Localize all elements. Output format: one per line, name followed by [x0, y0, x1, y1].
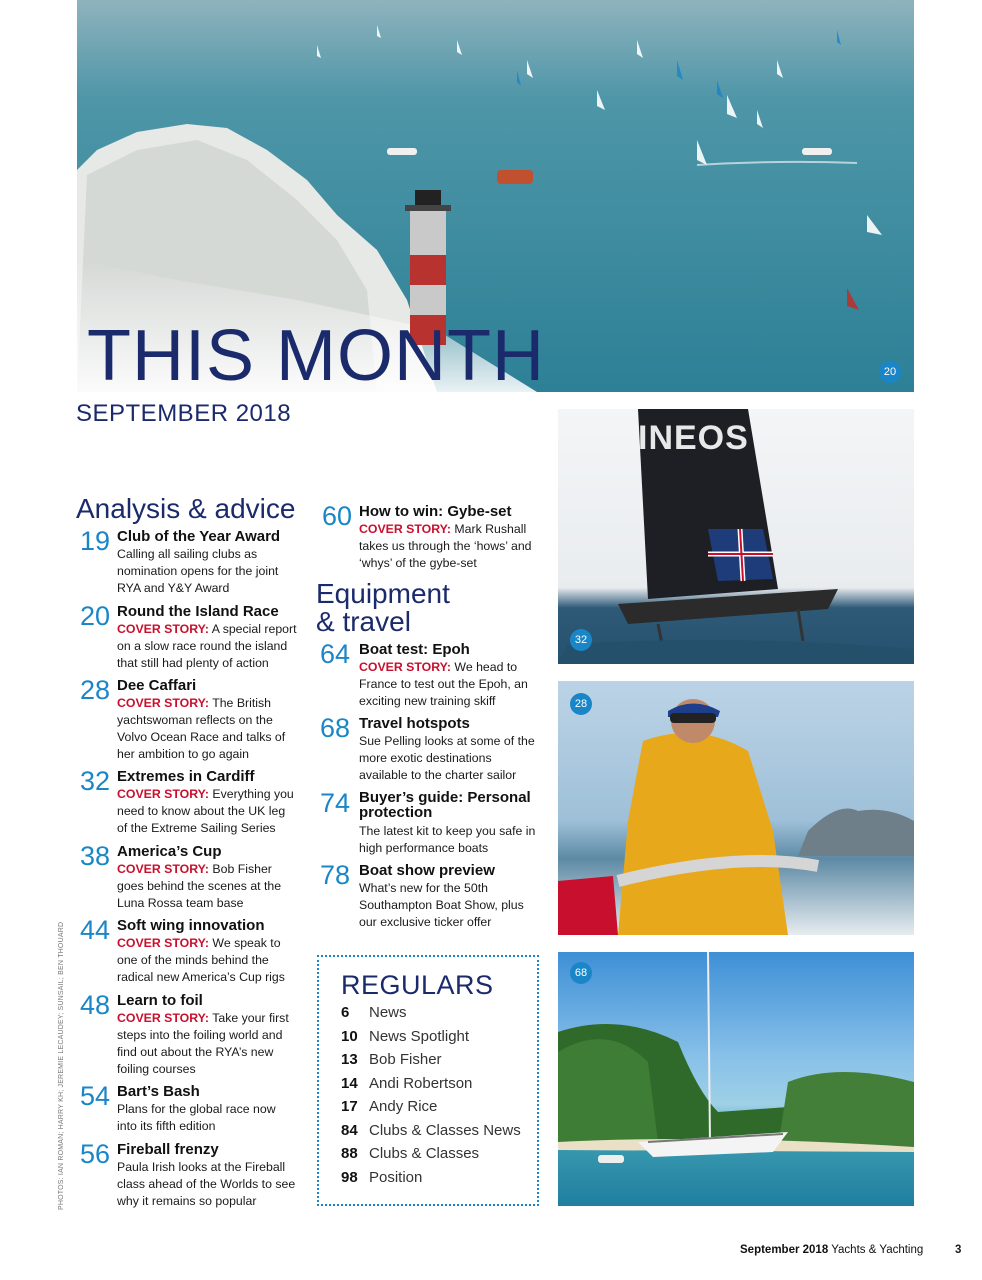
toc-description: [117, 695, 297, 763]
photo-number-badge: 20: [879, 361, 901, 383]
toc-page-number: 32: [79, 766, 110, 796]
heading-line-2: & travel: [316, 606, 411, 637]
regulars-label: Andy Rice: [369, 1098, 438, 1115]
issue-date: SEPTEMBER 2018: [76, 400, 292, 427]
toc-desc-text: Paula Irish looks at the Fireball class ahead of the Worlds to see why it remains so popular: [117, 1160, 296, 1208]
toc-desc-text: We speak to one of the minds behind the radical new America’s Cup rigs: [117, 936, 285, 984]
regulars-page-number: 10: [341, 1028, 358, 1045]
toc-description: [359, 521, 539, 572]
regulars-item[interactable]: [341, 1004, 407, 1021]
toc-desc-text: We head to France to test out the Epoh, an exciting new training skiff: [359, 660, 528, 708]
regulars-item[interactable]: [341, 1098, 437, 1115]
toc-title: Round the Island Race: [117, 603, 279, 620]
toc-desc-text: The British yachtswoman reflects on the Volvo Ocean Race and talks of her ambition to go again: [117, 696, 286, 761]
toc-page-number: 54: [79, 1081, 110, 1111]
toc-title: Travel hotspots: [359, 715, 470, 732]
regulars-label: Clubs & Classes News: [369, 1122, 521, 1139]
toc-desc-text: A special report on a slow race round the island that still had plenty of action: [117, 622, 297, 670]
toc-title: How to win: Gybe-set: [359, 503, 512, 520]
toc-page-number: 19: [79, 526, 110, 556]
page-title: THIS MONTH: [87, 316, 545, 396]
regulars-label: Andi Robertson: [369, 1075, 473, 1092]
toc-page-number: 44: [79, 915, 110, 945]
toc-title: Bart’s Bash: [117, 1083, 200, 1100]
regulars-item[interactable]: [341, 1051, 442, 1068]
toc-description: [359, 880, 537, 931]
toc-desc-text: Mark Rushall takes us through the ‘hows’ and ‘whys’ of the gybe-set: [359, 522, 532, 570]
toc-title: America’s Cup: [117, 843, 222, 860]
toc-description: [117, 1101, 297, 1135]
regulars-page-number: 14: [341, 1075, 358, 1092]
toc-page-number: 28: [79, 675, 110, 705]
toc-title: Club of the Year Award: [117, 528, 281, 545]
page-number: 3: [955, 1244, 962, 1256]
regulars-heading: REGULARS: [341, 970, 494, 1000]
cover-story-label: COVER STORY:: [117, 862, 210, 876]
cover-story-label: COVER STORY:: [117, 787, 210, 801]
ineos-photo: [558, 409, 914, 664]
cover-story-label: COVER STORY:: [359, 660, 452, 674]
toc-page-number: 48: [79, 990, 110, 1020]
regulars-item[interactable]: [341, 1122, 521, 1139]
toc-description: [117, 1159, 297, 1210]
toc-page-number: 20: [79, 601, 110, 631]
cover-story-label: COVER STORY:: [117, 936, 210, 950]
section-heading-equipment: [316, 580, 450, 636]
regulars-page-number: 13: [341, 1051, 358, 1068]
regulars-box: [317, 955, 539, 1206]
photo-credit: PHOTOS: IAN ROMAN; HARRY KH; JEREMIE LECAUDEY; SUNSAIL; BEN THOUARD: [58, 921, 65, 1210]
toc-page-number: 60: [321, 501, 352, 531]
toc-desc-text: Calling all sailing clubs as nomination opens for the joint RYA and Y&Y Award: [117, 547, 279, 595]
cover-story-label: COVER STORY:: [117, 696, 210, 710]
regulars-label: Position: [369, 1169, 423, 1186]
toc-title: Dee Caffari: [117, 677, 197, 694]
ineos-sail-text: INEOS: [638, 419, 749, 457]
cover-story-label: COVER STORY:: [117, 622, 210, 636]
toc-title: Boat test: Epoh: [359, 641, 470, 658]
caffari-photo: [558, 681, 914, 935]
toc-desc-text: Plans for the global race now into its fifth edition: [117, 1102, 276, 1133]
toc-desc-text: What’s new for the 50th Southampton Boat Show, plus our exclusive ticker offer: [359, 881, 524, 929]
photo-number-badge: 32: [570, 629, 592, 651]
toc-page-number: 68: [319, 713, 350, 743]
toc-description: [359, 659, 537, 710]
regulars-page-number: 6: [341, 1004, 350, 1021]
regulars-item[interactable]: [341, 1145, 479, 1162]
regulars-label: News Spotlight: [369, 1028, 470, 1045]
heading-line-1: Equipment: [316, 578, 450, 609]
toc-desc-text: The latest kit to keep you safe in high performance boats: [359, 824, 536, 855]
regulars-label: Bob Fisher: [369, 1051, 442, 1068]
toc-title: Learn to foil: [117, 992, 203, 1009]
regulars-page-number: 17: [341, 1098, 358, 1115]
photo-number-badge: 28: [570, 693, 592, 715]
regulars-item[interactable]: [341, 1028, 469, 1045]
tropical-photo: [558, 952, 914, 1206]
regulars-label: News: [369, 1004, 407, 1021]
tropical-scene: [558, 952, 914, 1206]
page-footer: [740, 1244, 923, 1256]
toc-description: [359, 823, 537, 857]
toc-desc-text: Take your first steps into the foiling world and find out about the RYA’s new foiling courses: [117, 1011, 289, 1076]
regulars-item[interactable]: [341, 1169, 422, 1186]
footer-magazine: Yachts & Yachting: [831, 1244, 924, 1256]
photo-number-badge: 68: [570, 962, 592, 984]
toc-description: [117, 1010, 297, 1078]
toc-title: Extremes in Cardiff: [117, 768, 255, 785]
toc-description: [117, 546, 297, 597]
caffari-scene: [558, 681, 914, 935]
regulars-page-number: 88: [341, 1145, 358, 1162]
toc-title: Buyer’s guide: Personal protection: [359, 789, 531, 821]
toc-description: [117, 621, 297, 672]
toc-title: Boat show preview: [359, 862, 495, 879]
toc-title: Fireball frenzy: [117, 1141, 219, 1158]
toc-description: [359, 733, 537, 784]
toc-title: Soft wing innovation: [117, 917, 265, 934]
toc-page-number: 56: [79, 1139, 110, 1169]
regulars-page-number: 84: [341, 1122, 358, 1139]
toc-desc-text: Bob Fisher goes behind the scenes at the Luna Rossa team base: [117, 862, 282, 910]
toc-description: [117, 935, 297, 986]
toc-page-number: 38: [79, 841, 110, 871]
toc-page-number: 74: [319, 788, 350, 818]
regulars-page-number: 98: [341, 1169, 358, 1186]
toc-desc-text: Everything you need to know about the UK leg of the Extreme Sailing Series: [117, 787, 294, 835]
toc-page-number: 64: [319, 639, 350, 669]
toc-page-number: 78: [319, 860, 350, 890]
cover-story-label: COVER STORY:: [117, 1011, 210, 1025]
toc-description: [117, 861, 297, 912]
section-heading-analysis: Analysis & advice: [76, 493, 296, 524]
cover-story-label: COVER STORY:: [359, 522, 452, 536]
regulars-label: Clubs & Classes: [369, 1145, 480, 1162]
regulars-item[interactable]: [341, 1075, 472, 1092]
toc-desc-text: Sue Pelling looks at some of the more exotic destinations available to the charter sailor: [359, 734, 535, 782]
toc-description: [117, 786, 297, 837]
footer-month: September 2018: [740, 1244, 829, 1256]
